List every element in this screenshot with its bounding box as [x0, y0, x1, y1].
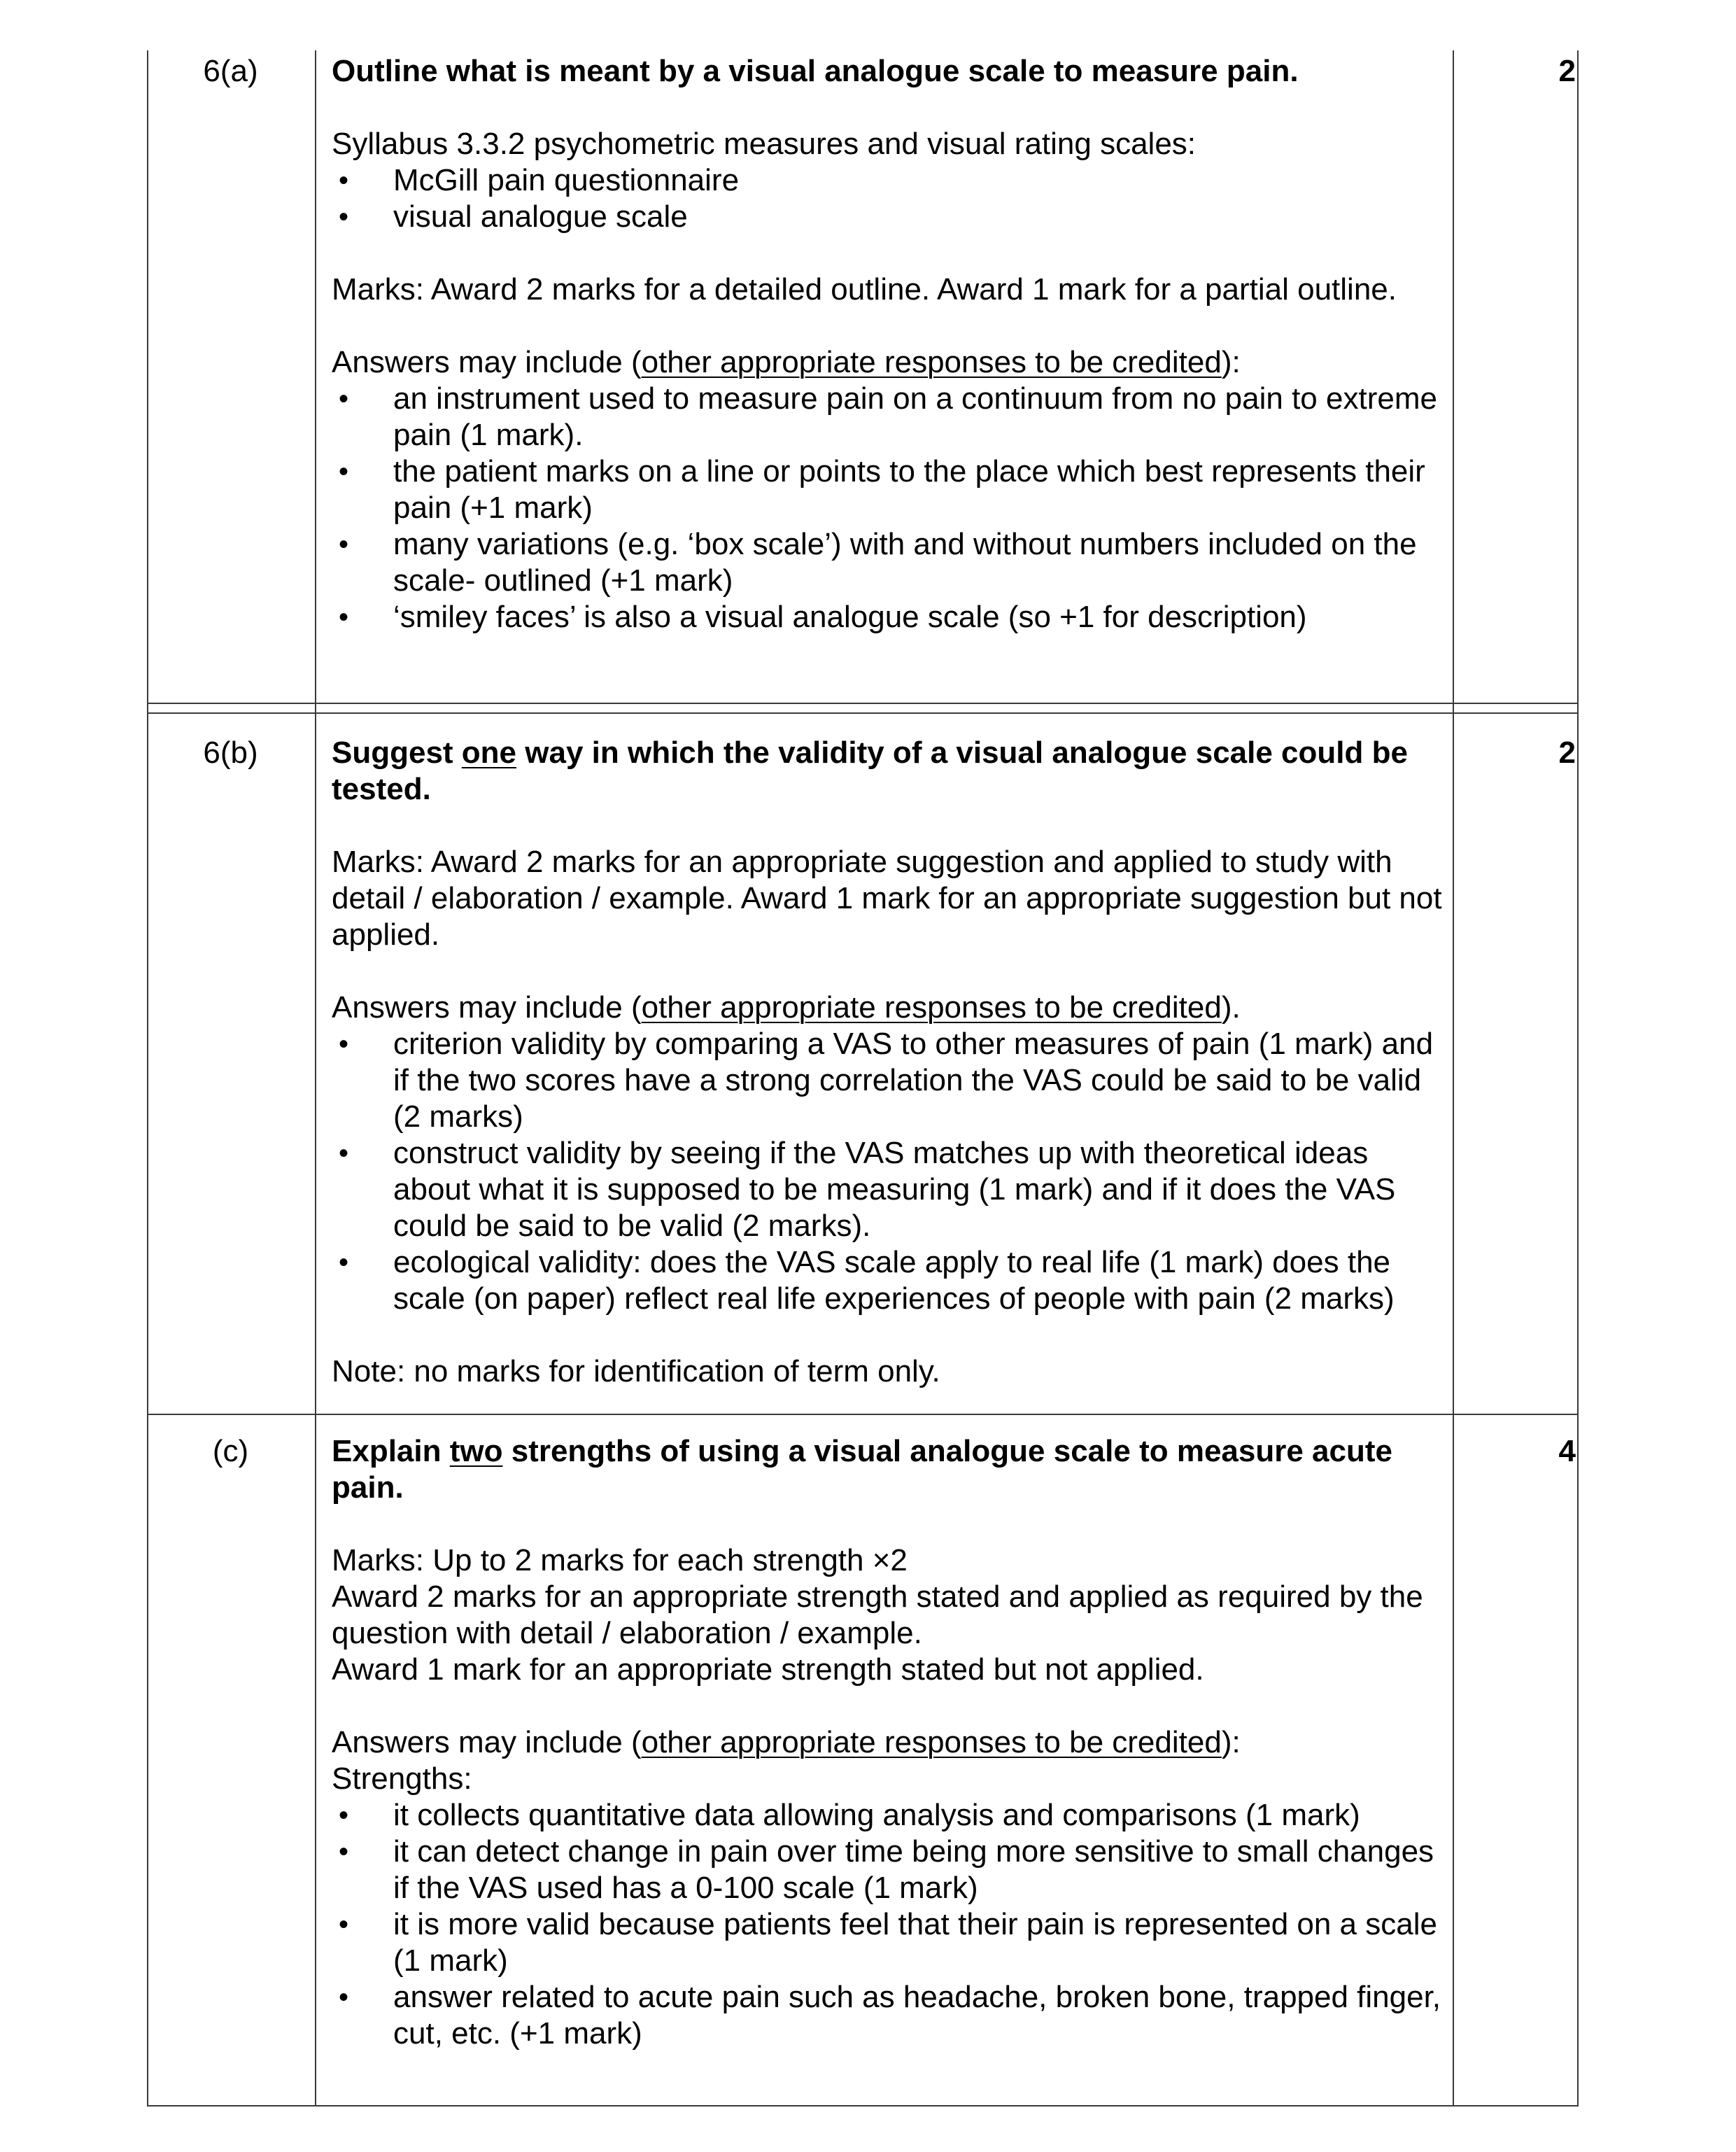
bullet-icon: •	[339, 165, 349, 196]
question-marks: 2	[1558, 54, 1576, 88]
list-item: • the patient marks on a line or points to the place which best represents their pain (+1 mark)	[339, 454, 1425, 525]
question-marks: 4	[1558, 1434, 1576, 1468]
list-item: • it is more valid because patients feel that their pain is represented on a scale (1 mark)	[339, 1907, 1437, 1978]
list-item: • an instrument used to measure pain on a continuum from no pain to extreme pain (1 mark).	[339, 381, 1437, 452]
bullet-icon: •	[339, 456, 349, 487]
question-number: (c)	[212, 1434, 249, 1468]
list-item: • construct validity by seeing if the VAS matches up with theoretical ideas about what it is supposed to be measuring (1 mark) and if it does the VAS could be said to be valid (2 marks).	[339, 1136, 1396, 1243]
question-text: Suggest one way in which the validity of a visual analogue scale could be tested.	[332, 736, 1408, 806]
bullet-icon: •	[339, 1800, 349, 1831]
bullet-icon: •	[339, 1247, 349, 1278]
row-divider	[147, 1414, 1579, 1415]
answers-intro: Answers may include (other appropriate responses to be credited):	[332, 1725, 1241, 1759]
bullet-icon: •	[339, 1836, 349, 1867]
list-item: • McGill pain questionnaire	[339, 163, 740, 197]
syllabus-list	[332, 162, 1451, 235]
bullet-icon: •	[339, 1982, 349, 2013]
question-number: 6(b)	[203, 736, 258, 770]
list-item: • many variations (e.g. ‘box scale’) with and without numbers included on the scale- outlined (+1 mark)	[339, 527, 1417, 598]
answer-list	[332, 381, 1451, 635]
marking-line: Award 1 mark for an appropriate strength stated but not applied.	[332, 1652, 1204, 1687]
question-6b-cell	[332, 735, 1451, 1390]
list-item: • it can detect change in pain over time being more sensitive to small changes if the VAS used has a 0-100 scale (1 mark)	[339, 1834, 1434, 1905]
bullet-icon: •	[339, 1909, 349, 1940]
bullet-icon: •	[339, 384, 349, 414]
bullet-icon: •	[339, 1138, 349, 1169]
table-col-rule-2	[1453, 50, 1454, 2107]
table-bottom-rule	[147, 2105, 1579, 2107]
question-number: 6(a)	[203, 54, 258, 88]
question-text: Explain two strengths of using a visual analogue scale to measure acute pain.	[332, 1434, 1392, 1505]
answer-list	[332, 1026, 1451, 1317]
bullet-icon: •	[339, 602, 349, 633]
answers-intro: Answers may include (other appropriate responses to be credited):	[332, 345, 1241, 379]
list-item: • ‘smiley faces’ is also a visual analogue scale (so +1 for description)	[339, 600, 1307, 634]
bullet-icon: •	[339, 1029, 349, 1060]
question-marks: 2	[1558, 736, 1576, 770]
table-right-rule	[1577, 50, 1579, 2107]
list-item: • answer related to acute pain such as headache, broken bone, trapped finger, cut, etc. (+1 mark)	[339, 1980, 1441, 2051]
question-text: Outline what is meant by a visual analogue scale to measure pain.	[332, 54, 1299, 88]
syllabus-label: Syllabus 3.3.2 psychometric measures and visual rating scales:	[332, 127, 1197, 161]
table-col-rule-1	[315, 50, 316, 2107]
list-item: • ecological validity: does the VAS scale apply to real life (1 mark) does the scale (on paper) reflect real life experiences of people with pain (2 marks)	[339, 1245, 1395, 1316]
bullet-icon: •	[339, 529, 349, 560]
question-6a-cell	[332, 53, 1451, 635]
marking-line: Award 2 marks for an appropriate strength stated and applied as required by the question with detail / elaboration / example.	[332, 1580, 1423, 1650]
marking-guidance: Marks: Award 2 marks for an appropriate suggestion and applied to study with detail / elaboration / example. Award 1 mark for an appropriate suggestion but not applied.	[332, 845, 1442, 952]
table-left-rule	[147, 50, 148, 2107]
note-text: Note: no marks for identification of term only.	[332, 1354, 940, 1388]
row-divider-double-top	[147, 703, 1579, 704]
bullet-icon: •	[339, 202, 349, 232]
list-item: • it collects quantitative data allowing analysis and comparisons (1 mark)	[339, 1798, 1360, 1832]
marking-guidance: Marks: Award 2 marks for a detailed outline. Award 1 mark for a partial outline.	[332, 272, 1397, 307]
answers-intro: Answers may include (other appropriate responses to be credited).	[332, 990, 1241, 1025]
question-6c-cell	[332, 1433, 1451, 2052]
answer-list	[332, 1797, 1451, 2052]
marking-line: Marks: Up to 2 marks for each strength ×2	[332, 1543, 908, 1577]
list-item: • visual analogue scale	[339, 199, 688, 234]
list-item: • criterion validity by comparing a VAS to other measures of pain (1 mark) and if the two scores have a strong correlation the VAS could be said to be valid (2 marks)	[339, 1027, 1434, 1134]
strengths-label: Strengths:	[332, 1761, 472, 1796]
row-divider-double-bottom	[147, 712, 1579, 714]
